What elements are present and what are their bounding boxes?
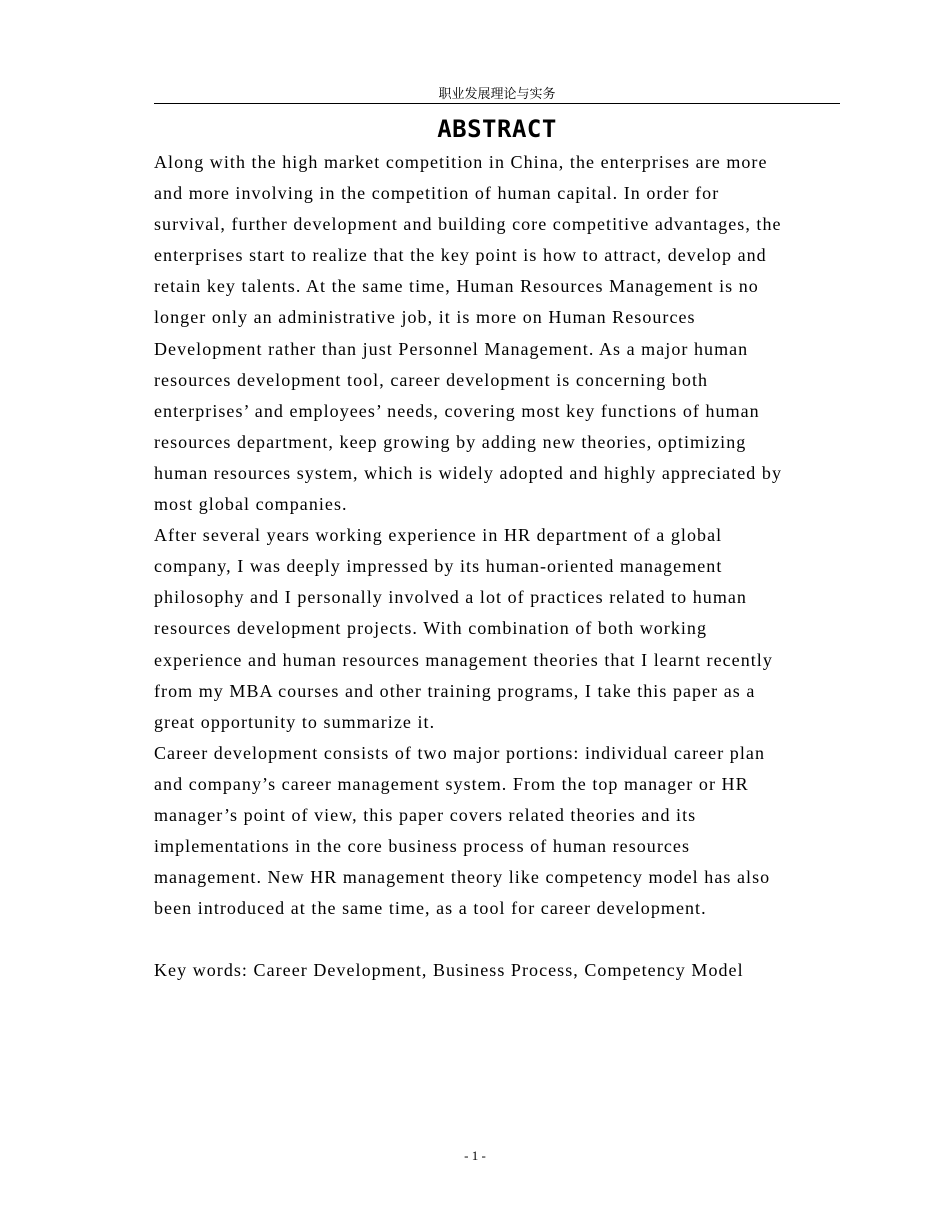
text-line: resources department, keep growing by adding new theories, optimizing — [154, 431, 747, 452]
text-line: great opportunity to summarize it. — [154, 711, 436, 732]
text-line: implementations in the core business process of human resources — [154, 836, 691, 857]
text-line: resources development projects. With combination of both working — [154, 618, 708, 639]
text-line: management. New HR management theory like competency model has also — [154, 867, 771, 888]
text-line: survival, further development and building core competitive advantages, the — [154, 214, 782, 235]
text-line: company, I was deeply impressed by its human-oriented management — [154, 556, 723, 577]
page-number: - 1 - — [464, 1148, 486, 1163]
text-line: experience and human resources management theories that I learnt recently — [154, 649, 773, 670]
text-line: enterprises start to realize that the key point is how to attract, develop and — [154, 245, 767, 266]
text-line: and company’s career management system. From the top manager or HR — [154, 773, 749, 794]
running-header: 职业发展理论与实务 — [154, 86, 840, 104]
abstract-title: ABSTRACT — [437, 115, 557, 143]
text-line: most global companies. — [154, 494, 348, 515]
text-line: and more involving in the competition of human capital. In order for — [154, 183, 720, 204]
text-line: from my MBA courses and other training programs, I take this paper as a — [154, 680, 756, 701]
paragraph-1 — [154, 147, 854, 520]
text-line: resources development tool, career development is concerning both — [154, 369, 709, 390]
text-line: human resources system, which is widely adopted and highly appreciated by — [154, 462, 783, 483]
text-line: been introduced at the same time, as a tool for career development. — [154, 898, 707, 919]
paragraph-2 — [154, 520, 854, 738]
blank-line — [154, 924, 854, 955]
text-line: After several years working experience in HR department of a global — [154, 525, 723, 546]
text-line: Along with the high market competition in China, the enterprises are more — [154, 152, 768, 172]
text-line: retain key talents. At the same time, Human Resources Management is no — [154, 276, 759, 297]
text-line: Development rather than just Personnel Management. As a major human — [154, 338, 749, 359]
keywords-line: Key words: Career Development, Business Process, Competency Model — [154, 960, 744, 981]
paragraph-3 — [154, 738, 854, 925]
text-line: manager’s point of view, this paper covers related theories and its — [154, 804, 697, 825]
text-line: Career development consists of two major portions: individual career plan — [154, 742, 765, 763]
abstract-body — [154, 147, 854, 987]
text-line: enterprises’ and employees’ needs, covering most key functions of human — [154, 400, 760, 421]
text-line: philosophy and I personally involved a lot of practices related to human — [154, 587, 747, 608]
text-line: longer only an administrative job, it is more on Human Resources — [154, 307, 696, 328]
